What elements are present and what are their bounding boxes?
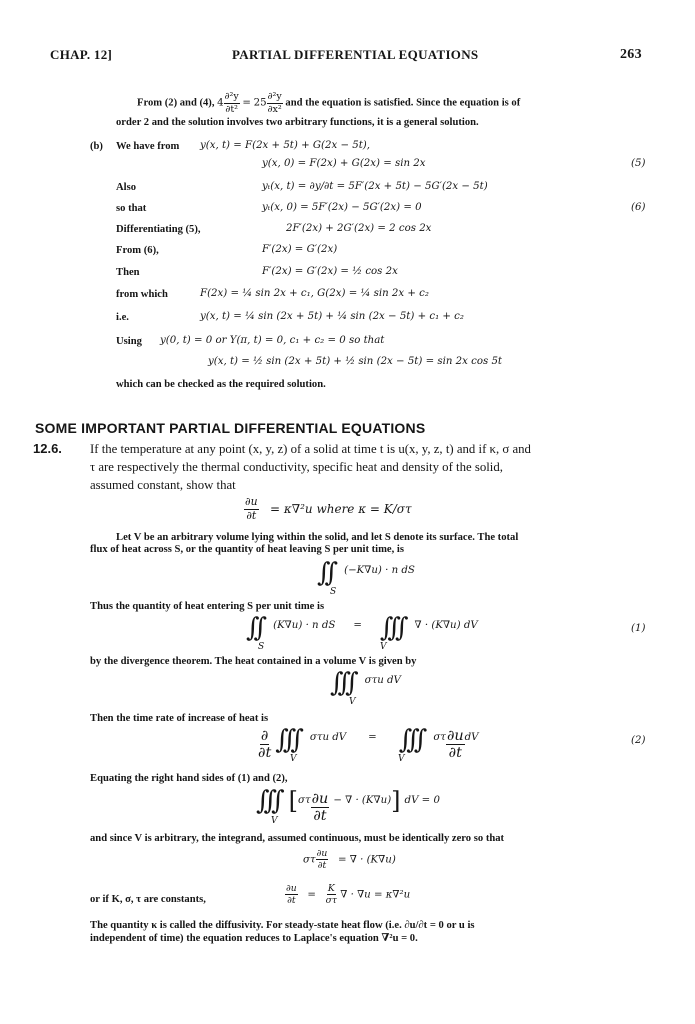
eq2-number: (2): [631, 735, 646, 746]
equation-number: (6): [631, 202, 646, 213]
eq2-right-volume-V: V: [398, 754, 405, 764]
derivation-label: from which: [116, 289, 168, 300]
part-a-line1: From (2) and (4), 4 $\frac{\text{∂²y}}{\text{∂t²}}$ = 25 $\frac{\text{∂²y}}{\text{∂x²}}$ and the equation is satisfied. Since the equation is of: [137, 91, 521, 115]
part-b-intro-eq: y(x, t) = F(2x + 5t) + G(2x − 5t),: [200, 140, 371, 151]
divergence-text: by the divergence theorem. The heat contained in a volume V is given by: [90, 656, 417, 667]
derivation-label: Then: [116, 267, 140, 278]
solution-p1-line1: Let V be an arbitrary volume lying within the solid, and let S denote its surface. The total: [116, 532, 519, 543]
part-b-label: (b): [90, 141, 103, 152]
part-b-intro: We have from: [116, 141, 180, 152]
flux-surface-S: S: [330, 587, 337, 597]
derivation-label: Also: [116, 182, 137, 193]
derivation-equation: F′(2x) = G′(2x) = ½ cos 2x: [262, 266, 398, 277]
since-text: and since V is arbitrary, the integrand, assumed continuous, must be identically zero so that: [90, 833, 505, 844]
derivation-equation: F′(2x) = G′(2x): [262, 244, 338, 255]
eq1-volume-V: V: [380, 642, 387, 652]
equating-text: Equating the right hand sides of (1) and (2),: [90, 773, 288, 784]
derivation-label: Differentiating (5),: [116, 224, 201, 235]
problem-line1: If the temperature at any point (x, y, z) of a solid at time t is u(x, y, z, t) and if κ, σ and: [90, 442, 531, 456]
equation-5: $\frac{\partial u}{\partial t}$ = $\frac{K}{\sigma\tau}$ ∇ · ∇u = κ∇²u: [286, 883, 411, 907]
flux-integral: ∫∫ $^{(-K\nabla u) \cdot n dS}$: [317, 558, 415, 588]
page-number: 263: [620, 47, 642, 62]
chapter-label: CHAP. 12]: [50, 47, 113, 62]
eq3-volume-V: V: [271, 816, 278, 826]
derivation-label: so that: [116, 203, 147, 214]
then-rate-text: Then the time rate of increase of heat is: [90, 713, 269, 724]
heat-volume-V: V: [349, 697, 356, 707]
derivation-equation: y(x, t) = ¼ sin (2x + 5t) + ¼ sin (2x − 5t) + c₁ + c₂: [200, 311, 464, 322]
equation-4: στ $\frac{\partial u}{\partial t}$ = ∇ · (K∇u): [303, 848, 396, 872]
derivation-label: i.e.: [116, 312, 129, 323]
part-a-line2: order 2 and the solution involves two arbitrary functions, it is a general solution.: [116, 117, 479, 128]
derivation-equation: y(x, 0) = F(2x) + G(2x) = sin 2x: [262, 158, 426, 169]
eq2-left-volume-V: V: [290, 754, 297, 764]
derivation-label: From (6),: [116, 245, 159, 256]
equation-1: ∫∫ $^{(K\nabla u) \cdot n dS}$ = ∫∫∫ $^{\nabla \cdot (K\nabla u) dV}$: [246, 613, 478, 643]
heat-integral: ∫∫∫ $^{\sigma\tau u dV}$: [330, 668, 401, 698]
derivation-equation: 2F′(2x) + 2G′(2x) = 2 cos 2x: [286, 223, 432, 234]
final-line1: The quantity κ is called the diffusivity. For steady-state heat flow (i.e. ∂u/∂t = 0 or u is: [90, 920, 475, 931]
eq1-surface-S: S: [258, 642, 265, 652]
equation-3: ∫∫∫ [$^{\sigma\tau}$ $\frac{\partial u}{\partial t}$ $^{- \nabla \cdot (K\nabla u)}$] $^{dV = 0}$: [256, 786, 440, 825]
main-equation: $\frac{\partial u}{\partial t}$ = κ∇²u where κ = K/στ: [245, 495, 412, 522]
using-label: Using: [116, 336, 142, 347]
problem-number: 12.6.: [33, 441, 62, 456]
final-line2: independent of time) the equation reduces to Laplace's equation ∇²u = 0.: [90, 933, 418, 944]
problem-line3: assumed constant, show that: [90, 478, 236, 492]
derivation-equation: F(2x) = ¼ sin 2x + c₁, G(2x) = ¼ sin 2x + c₂: [200, 288, 429, 299]
solution-p1-line2: flux of heat across S, or the quantity of heat leaving S per unit time, is: [90, 544, 404, 555]
running-title: PARTIAL DIFFERENTIAL EQUATIONS: [232, 47, 479, 62]
or-if-text: or if K, σ, τ are constants,: [90, 894, 206, 905]
eq1-number: (1): [631, 623, 646, 634]
derivation-equation: yₜ(x, t) = ∂y/∂t = 5F′(2x + 5t) − 5G′(2x − 5t): [262, 181, 488, 192]
section-heading: SOME IMPORTANT PARTIAL DIFFERENTIAL EQUATIONS: [35, 420, 426, 436]
using-eq: y(0, t) = 0 or Y(π, t) = 0, c₁ + c₂ = 0 so that: [160, 335, 385, 346]
equation-number: (5): [631, 158, 646, 169]
final-solution-eq: y(x, t) = ½ sin (2x + 5t) + ½ sin (2x − 5t) = sin 2x cos 5t: [208, 356, 503, 367]
problem-line2: τ are respectively the thermal conductivity, specific heat and density of the solid,: [90, 460, 503, 474]
equation-2: $\frac{\partial}{\partial t}$ ∫∫∫ $^{\sigma\tau u dV}$ = ∫∫∫ $^{\sigma\tau}$ $\frac{\partial u}{\partial t}$ $^{dV}$: [258, 725, 479, 762]
derivation-equation: yₜ(x, 0) = 5F′(2x) − 5G′(2x) = 0: [262, 202, 422, 213]
thus-text: Thus the quantity of heat entering S per unit time is: [90, 601, 325, 612]
closing-text: which can be checked as the required solution.: [116, 379, 326, 390]
